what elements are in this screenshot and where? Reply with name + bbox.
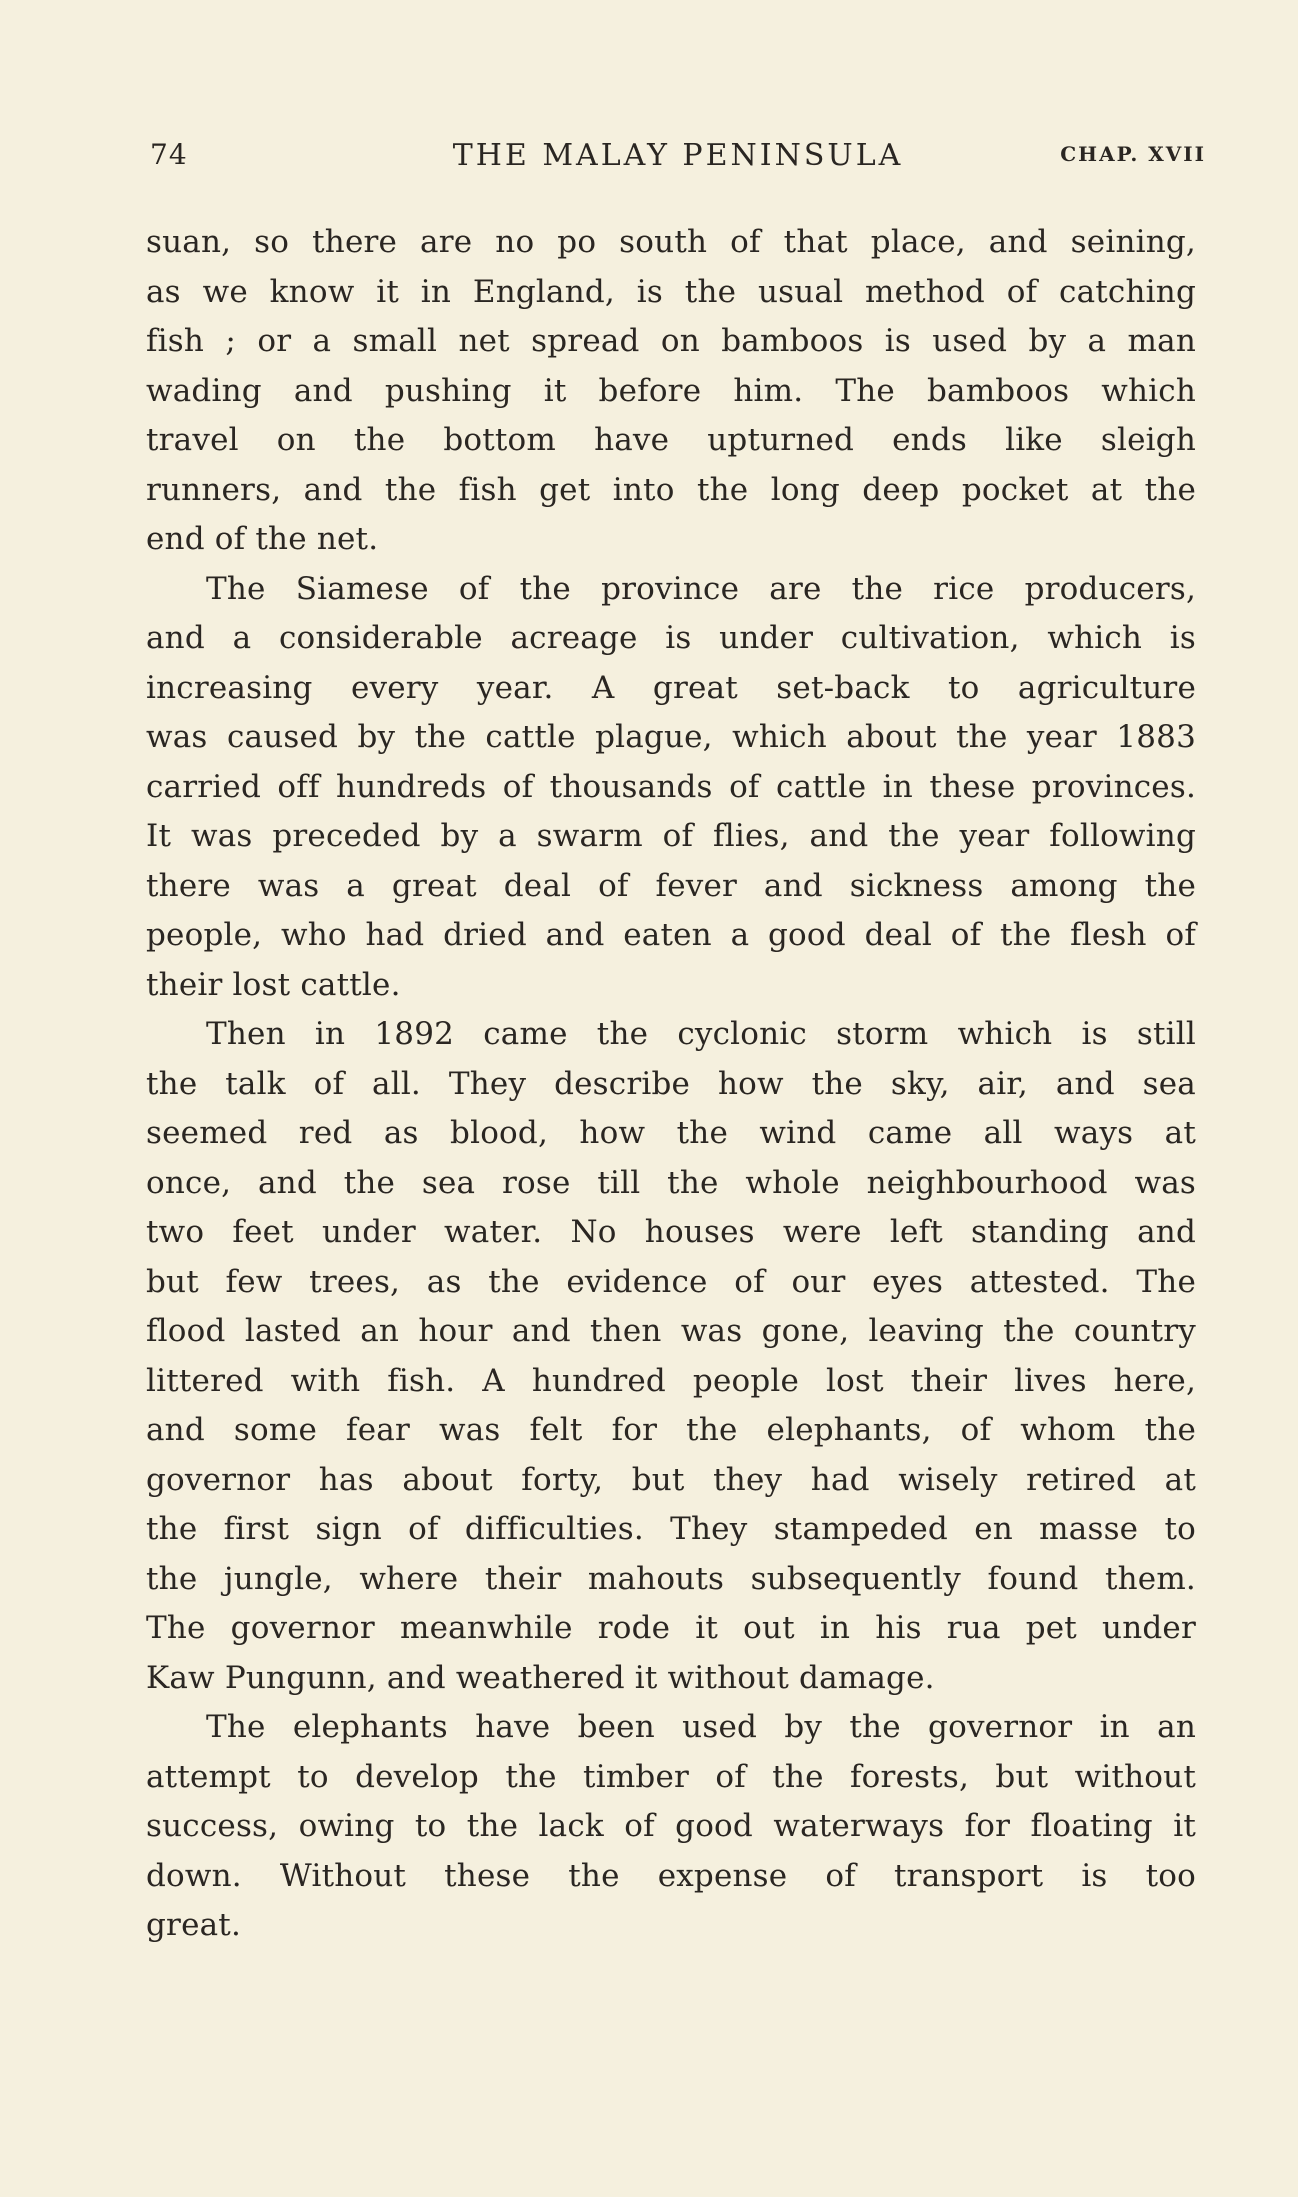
text-line: The governor meanwhile rode it out in his rua pet under — [146, 1610, 1196, 1646]
text-line: and some fear was felt for the elephants, of whom the — [146, 1412, 1196, 1448]
text-line: down. Without these the expense of transport is too — [146, 1857, 1196, 1894]
text-line: runners, and the fish get into the long deep pocket at the — [146, 471, 1196, 508]
text-line: the jungle, where their mahouts subsequently found them. — [146, 1560, 1196, 1597]
text-line: Then in 1892 came the cyclonic storm which is still — [206, 1016, 1196, 1052]
text-line: people, who had dried and eaten a good deal of the flesh of — [146, 917, 1196, 953]
text-line: It was preceded by a swarm of flies, and the year following — [146, 818, 1196, 854]
text-line: once, and the sea rose till the whole neighbourhood was — [146, 1164, 1196, 1201]
text-line: littered with fish. A hundred people lost their lives here, — [146, 1362, 1196, 1399]
text-line: increasing every year. A great set-back to agriculture — [146, 669, 1196, 706]
text-line: two feet under water. No houses were left standing and — [146, 1214, 1196, 1250]
text-line: The elephants have been used by the governor in an — [206, 1709, 1196, 1745]
text-line: but few trees, as the evidence of our eyes attested. The — [146, 1263, 1196, 1300]
page-header — [150, 138, 1206, 182]
text-line: wading and pushing it before him. The bamboos which — [146, 372, 1196, 409]
page-number: 74 — [150, 138, 188, 171]
text-line: was caused by the cattle plague, which about the year 1883 — [146, 719, 1196, 755]
text-line: travel on the bottom have upturned ends like sleigh — [146, 422, 1196, 458]
text-line: there was a great deal of fever and sickness among the — [146, 867, 1196, 904]
text-line: carried off hundreds of thousands of cattle in these provinces. — [146, 768, 1196, 805]
text-line: suan, so there are no po south of that place, and seining, — [146, 224, 1196, 260]
text-line: success, owing to the lack of good waterways for floating it — [146, 1808, 1196, 1844]
text-line: as we know it in England, is the usual method of catching — [146, 273, 1196, 310]
text-line: great. — [146, 1907, 242, 1943]
text-line: the talk of all. They describe how the sky, air, and sea — [146, 1065, 1196, 1102]
text-line: Kaw Pungunn, and weathered it without damage. — [146, 1659, 935, 1696]
text-line: The Siamese of the province are the rice producers, — [206, 570, 1196, 607]
chapter-reference: CHAP. XVII — [1060, 142, 1206, 166]
text-line: governor has about forty, but they had wisely retired at — [146, 1461, 1196, 1498]
text-line: their lost cattle. — [146, 966, 401, 1003]
text-line: the first sign of difficulties. They stampeded en masse to — [146, 1511, 1196, 1547]
text-line: attempt to develop the timber of the forests, but without — [146, 1758, 1196, 1795]
text-line: fish ; or a small net spread on bamboos is used by a man — [146, 323, 1196, 359]
text-line: seemed red as blood, how the wind came all ways at — [146, 1115, 1196, 1151]
running-title: THE MALAY PENINSULA — [452, 138, 904, 173]
text-line: and a considerable acreage is under cultivation, which is — [146, 620, 1196, 656]
text-line: end of the net. — [146, 521, 379, 557]
body-text — [146, 218, 1196, 1951]
text-line: flood lasted an hour and then was gone, leaving the country — [146, 1313, 1196, 1349]
